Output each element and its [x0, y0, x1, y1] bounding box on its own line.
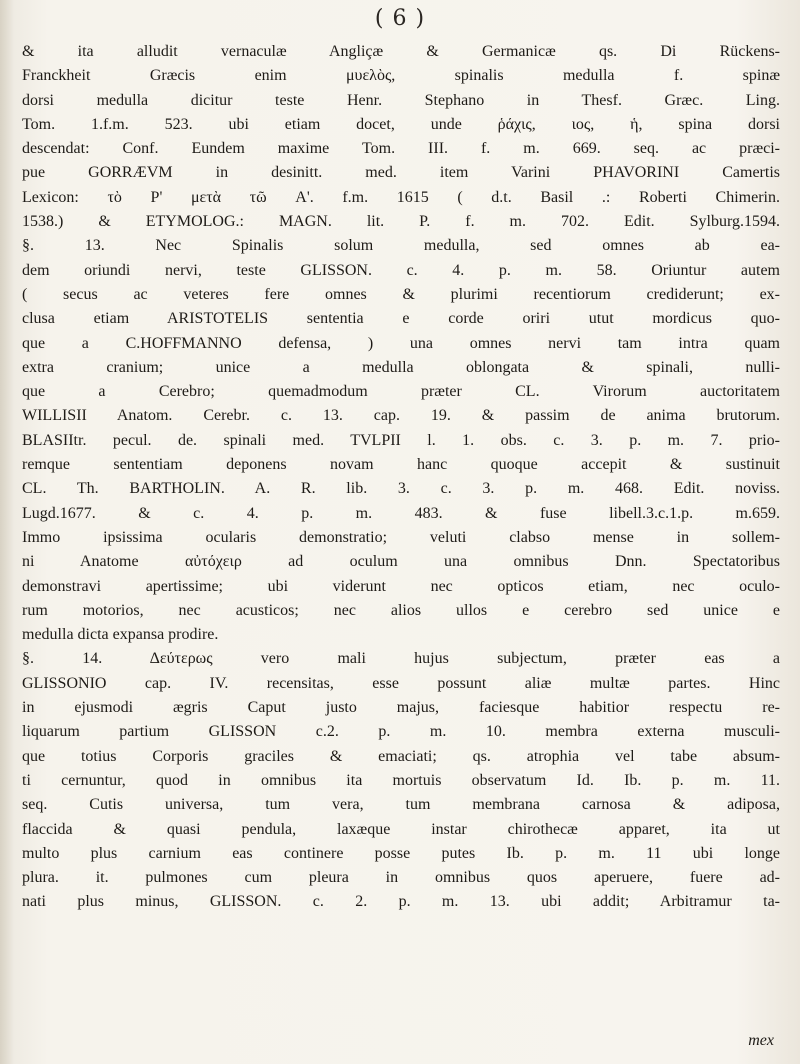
text-line: WILLISII Anatom. Cerebr. c. 13. cap. 19. & passim de anima brutorum.: [22, 407, 780, 425]
text-line: & ita alludit vernaculæ Angliçæ & Germanicæ qs. Di Rückens-: [22, 43, 780, 60]
text-line: ni Anatome αὐτόχειρ ad oculum una omnibus Dnn. Spectatoribus: [22, 553, 780, 571]
text-line: GLISSONIO cap. IV. recensitas, esse possunt aliæ multæ partes. Hinc: [22, 674, 780, 692]
text-line: ( secus ac veteres fere omnes & plurimi recentiorum crediderunt; ex-: [22, 285, 780, 303]
text-line: 1538.) & ETYMOLOG.: MAGN. lit. P. f. m. 702. Edit. Sylburg.1594.: [22, 213, 780, 231]
text-line: Lexicon: τὸ P' μετὰ τῶ A'. f.m. 1615 ( d.t. Basil .: Roberti Chimerin.: [22, 188, 780, 206]
text-line: plura. it. pulmones cum pleura in omnibus quos aperuere, fuere ad-: [22, 869, 780, 887]
text-line: medulla dicta expansa prodire.: [22, 626, 219, 644]
text-line: rum motorios, nec acusticos; nec alios ullos e cerebro sed unice e: [22, 601, 780, 619]
text-line: clusa etiam ARISTOTELIS sententia e corde oriri utut mordicus quo-: [22, 310, 780, 328]
text-line: que a C.HOFFMANNO defensa, ) una omnes nervi tam intra quam: [22, 334, 780, 352]
text-line: Tom. 1.f.m. 523. ubi etiam docet, unde ῥάχις, ιος, ἡ, spina dorsi: [22, 115, 780, 133]
text-line: remque sententiam deponens novam hanc quoque accepit & sustinuit: [22, 456, 780, 474]
text-line: pue GORRÆVM in desinitt. med. item Varini PHAVORINI Camertis: [22, 164, 780, 182]
text-line: CL. Th. BARTHOLIN. A. R. lib. 3. c. 3. p. m. 468. Edit. noviss.: [22, 480, 780, 498]
text-line: dorsi medulla dicitur teste Henr. Stephano in Thesf. Græc. Ling.: [22, 91, 780, 109]
text-line: multo plus carnium eas continere posse putes Ib. p. m. 11 ubi longe: [22, 844, 780, 862]
text-line: descendat: Conf. Eundem maxime Tom. III. f. m. 669. seq. ac præci-: [22, 140, 780, 158]
body-text: [22, 40, 780, 915]
text-line: flaccida & quasi pendula, laxæque instar chirothecæ apparet, ita ut: [22, 820, 780, 838]
text-line: seq. Cutis universa, tum vera, tum membrana carnosa & adiposa,: [22, 796, 780, 814]
binding-shadow: [0, 0, 14, 1064]
text-line: §. 14. Δεύτερως vero mali hujus subjectum, præter eas a: [22, 650, 780, 668]
text-line: in ejusmodi ægris Caput justo majus, faciesque habitior respectu re-: [22, 699, 780, 717]
text-line: que totius Corporis graciles & emaciati; qs. atrophia vel tabe absum-: [22, 747, 780, 765]
text-line: dem oriundi nervi, teste GLISSON. c. 4. p. m. 58. Oriuntur autem: [22, 261, 780, 279]
page-header: [0, 6, 800, 36]
text-line: Lugd.1677. & c. 4. p. m. 483. & fuse libell.3.c.1.p. m.659.: [22, 504, 780, 522]
text-line: BLASIItr. pecul. de. spinali med. TVLPII l. 1. obs. c. 3. p. m. 7. prio-: [22, 431, 780, 449]
text-line: extra cranium; unice a medulla oblongata & spinali, nulli-: [22, 358, 780, 376]
text-line: ti cernuntur, quod in omnibus ita mortuis observatum Id. Ib. p. m. 11.: [22, 771, 780, 789]
text-line: que a Cerebro; quemadmodum præter CL. Virorum auctoritatem: [22, 383, 780, 401]
text-line: liquarum partium GLISSON c.2. p. m. 10. membra externa musculi-: [22, 723, 780, 741]
text-line: Franckheit Græcis enim μυελὸς, spinalis medulla f. spinæ: [22, 67, 780, 85]
text-line: Immo ipsissima ocularis demonstratio; veluti clabso mense in sollem-: [22, 528, 780, 546]
text-line: demonstravi apertissime; ubi viderunt nec opticos etiam, nec oculo-: [22, 577, 780, 595]
catchword: mex: [748, 1032, 774, 1049]
text-line: §. 13. Nec Spinalis solum medulla, sed omnes ab ea-: [22, 237, 780, 255]
text-line: nati plus minus, GLISSON. c. 2. p. m. 13. ubi addit; Arbitramur ta-: [22, 893, 780, 911]
page-number: ( 6 ): [374, 6, 426, 31]
